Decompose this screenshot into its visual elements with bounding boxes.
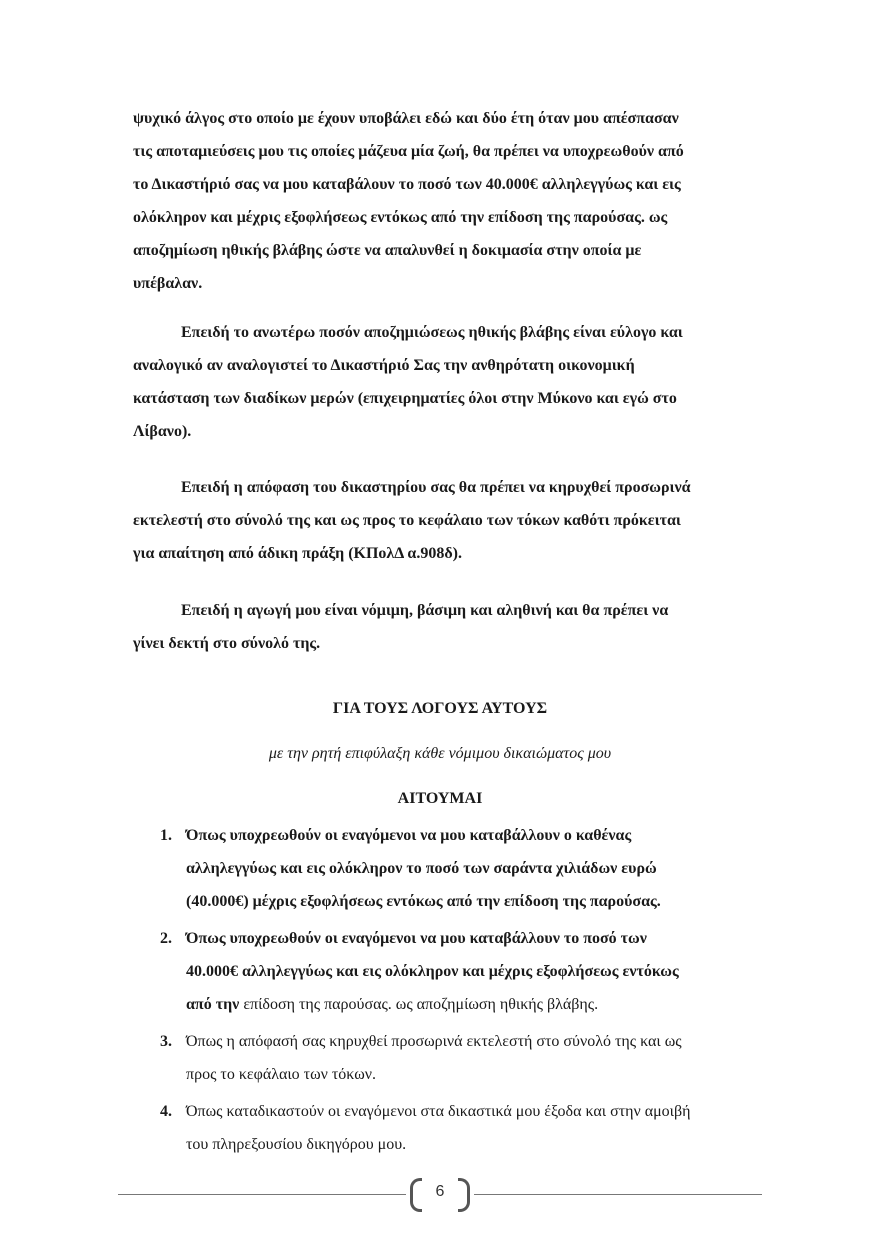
text-line: Επειδή το ανωτέρω ποσόν αποζημιώσεως ηθικής βλάβης είναι εύλογο και — [181, 324, 683, 341]
heading-request: ΑΙΤΟΥΜΑΙ — [397, 790, 483, 807]
text-line: του πληρεξουσίου δικηγόρου μου. — [186, 1136, 407, 1153]
text-line: Όπως υποχρεωθούν οι εναγόμενοι να μου καταβάλλουν ο καθένας — [186, 827, 632, 844]
text-line: υπέβαλαν. — [133, 275, 203, 292]
paragraph-moral-damage — [133, 102, 746, 300]
paragraph-lawful-claim — [133, 594, 746, 660]
heading-grounds: ΓΙΑ ΤΟΥΣ ΛΟΓΟΥΣ ΑΥΤΟΥΣ — [332, 700, 548, 717]
text-line: ολόκληρον και μέχρις εξοφλήσεως εντόκως από την επίδοση της παρούσας. ως — [133, 209, 668, 226]
list-number: 4. — [160, 1103, 172, 1120]
list-item — [160, 1095, 799, 1161]
text-line: προς το κεφάλαιο των τόκων. — [186, 1066, 376, 1083]
paragraph-provisional-enforcement — [133, 471, 746, 570]
text-line: Όπως η απόφασή σας κηρυχθεί προσωρινά εκτελεστή στο σύνολό της και ως — [186, 1033, 682, 1050]
text-line: κατάσταση των διαδίκων μερών (επιχειρηματίες όλοι στην Μύκονο και εγώ στο — [133, 390, 677, 407]
text-line: αλληλεγγύως και εις ολόκληρον το ποσό των σαράντα χιλιάδων ευρώ — [186, 860, 657, 877]
page-number: 6 — [435, 1183, 445, 1200]
list-item — [160, 922, 799, 1021]
text-line: Όπως καταδικαστούν οι εναγόμενοι στα δικαστικά μου έξοδα και στην αμοιβή — [186, 1103, 691, 1120]
list-number: 2. — [160, 930, 172, 947]
text-line: Επειδή η αγωγή μου είναι νόμιμη, βάσιμη και αληθινή και θα πρέπει να — [181, 602, 669, 619]
footer-rule-right — [474, 1194, 762, 1195]
heading-reservation: με την ρητή επιφύλαξη κάθε νόμιμου δικαιώματος μου — [268, 745, 612, 762]
requests-list — [133, 819, 799, 1165]
bold-fragment: από την — [186, 996, 240, 1013]
text-line: εκτελεστή στο σύνολό της και ως προς το κεφάλαιο των τόκων καθότι πρόκειται — [133, 512, 681, 529]
text-line: Λίβανο). — [133, 423, 192, 440]
page-footer — [118, 1178, 762, 1212]
text-line: γίνει δεκτή στο σύνολό της. — [133, 635, 321, 652]
text-line: αναλογικό αν αναλογιστεί το Δικαστήριό Σας την ανθηρότατη οικονομική — [133, 357, 635, 374]
list-number: 1. — [160, 827, 172, 844]
text-line: τις αποταμιεύσεις μου τις οποίες μάζευα μία ζωή, θα πρέπει να υποχρεωθούν από — [133, 143, 684, 160]
list-item — [160, 1025, 799, 1091]
text-line: Επειδή η απόφαση του δικαστηρίου σας θα πρέπει να κηρυχθεί προσωρινά — [181, 479, 691, 496]
text-line: 40.000€ αλληλεγγύως και εις ολόκληρον και μέχρις εξοφλήσεως εντόκως — [186, 963, 679, 980]
text-line: το Δικαστήριό σας να μου καταβάλουν το ποσό των 40.000€ αλληλεγγύως και εις — [133, 176, 681, 193]
text-line-mixed — [186, 988, 799, 1021]
right-bracket-icon — [458, 1178, 470, 1212]
list-item — [160, 819, 799, 918]
paragraph-reasonable-amount — [133, 316, 746, 448]
text-line: αποζημίωση ηθικής βλάβης ώστε να απαλυνθεί η δοκιμασία στην οποία με — [133, 242, 642, 259]
list-number: 3. — [160, 1033, 172, 1050]
text-line: για απαίτηση από άδικη πράξη (ΚΠολΔ α.908δ). — [133, 545, 462, 562]
normal-fragment: επίδοση της παρούσας. ως αποζημίωση ηθικής βλάβης. — [239, 996, 599, 1013]
text-line: Όπως υποχρεωθούν οι εναγόμενοι να μου καταβάλλουν το ποσό των — [186, 930, 647, 947]
text-line: ψυχικό άλγος στο οποίο με έχουν υποβάλει εδώ και δύο έτη όταν μου απέσπασαν — [133, 110, 679, 127]
text-line: (40.000€) μέχρις εξοφλήσεως εντόκως από την επίδοση της παρούσας. — [186, 893, 661, 910]
